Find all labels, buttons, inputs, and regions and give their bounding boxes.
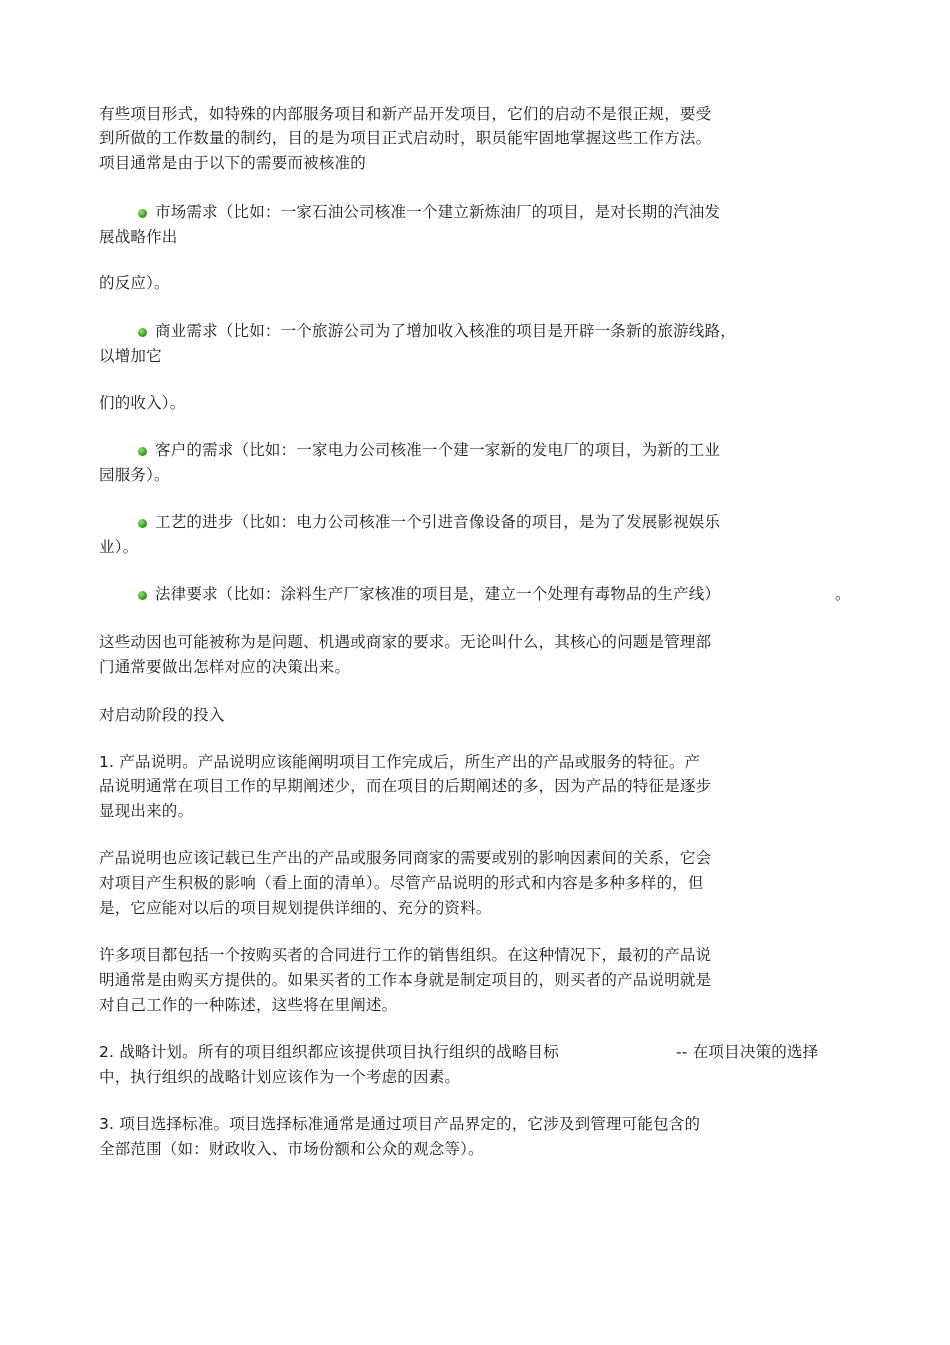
product-line-3: 是，它应能对以后的项目规划提供详细的、充分的资料。	[99, 899, 492, 917]
bullet-1-tail: 的反应）。	[99, 274, 170, 292]
item-3-line-2: 全部范围（如：财政收入、市场份额和公众的观念等）。	[99, 1140, 484, 1158]
bullet-4-line-2: 业）。	[99, 538, 139, 556]
motives-line-2: 门通常要做出怎样对应的决策出来。	[99, 658, 351, 676]
item-1-line-3: 显现出来的。	[99, 802, 194, 820]
buyers-line-1: 许多项目都包括一个按购买者的合同进行工作的销售组织。在这种情况下，最初的产品说	[99, 946, 712, 964]
intro-line-1: 有些项目形式，如特殊的内部服务项目和新产品开发项目，它们的启动不是很正规，要受	[99, 105, 712, 123]
bullet-2-tail: 们的收入）。	[99, 394, 186, 412]
bullet-3-line-2: 园服务）。	[99, 466, 170, 484]
intro-line-3: 项目通常是由于以下的需要而被核准的	[99, 154, 366, 172]
item-2-line-2: 中，执行组织的战略计划应该作为一个考虑的因素。	[99, 1068, 461, 1086]
green-bullet-icon	[138, 209, 147, 218]
bullet-1-line-2: 展战略作出	[99, 228, 178, 246]
bullet-4-line-1: 工艺的进步（比如：电力公司核准一个引进音像设备的项目，是为了发展影视娱乐	[155, 513, 721, 531]
item-3-line-1: 3. 项目选择标准。项目选择标准通常是通过项目产品界定的，它涉及到管理可能包含的	[99, 1115, 701, 1133]
bullet-1-line-1: 市场需求（比如：一家石油公司核准一个建立新炼油厂的项目，是对长期的汽油发	[155, 203, 721, 221]
green-bullet-icon	[138, 328, 147, 337]
product-line-2: 对项目产生积极的影响（看上面的清单）。尽管产品说明的形式和内容是多种多样的，但	[99, 874, 704, 892]
buyers-line-3: 对自己工作的一种陈述，这些将在里阐述。	[99, 996, 398, 1014]
item-1-line-1: 1. 产品说明。产品说明应该能阐明项目工作完成后，所生产出的产品或服务的特征。产	[99, 753, 701, 771]
bullet-3-line-1: 客户的需求（比如：一家电力公司核准一个建一家新的发电厂的项目，为新的工业	[155, 441, 721, 459]
green-bullet-icon	[138, 591, 147, 600]
bullet-2-line-1: 商业需求（比如：一个旅游公司为了增加收入核准的项目是开辟一条新的旅游线路，	[155, 322, 736, 340]
product-line-1: 产品说明也应该记载已生产出的产品或服务同商家的需要或别的影响因素间的关系，它会	[99, 849, 712, 867]
item-2-line-1-tail: -- 在项目决策的选择	[676, 1043, 819, 1061]
bullet-5-end-mark: 。	[835, 585, 851, 603]
bullet-5-line-1: 法律要求（比如：涂料生产厂家核准的项目是，建立一个处理有毒物品的生产线）	[155, 585, 721, 603]
green-bullet-icon	[138, 519, 147, 528]
bullet-2-line-2: 以增加它	[99, 347, 162, 365]
item-2-line-1: 2. 战略计划。所有的项目组织都应该提供项目执行组织的战略目标	[99, 1043, 559, 1061]
motives-line-1: 这些动因也可能被称为是问题、机遇或商家的要求。无论叫什么，其核心的问题是管理部	[99, 633, 712, 651]
green-bullet-icon	[138, 447, 147, 456]
buyers-line-2: 明通常是由购买方提供的。如果买者的工作本身就是制定项目的，则买者的产品说明就是	[99, 971, 712, 989]
intro-line-2: 到所做的工作数量的制约，目的是为项目正式启动时，职员能牢固地掌握这些工作方法。	[99, 129, 712, 147]
section-heading: 对启动阶段的投入	[99, 706, 225, 724]
item-1-line-2: 品说明通常在项目工作的早期阐述少，而在项目的后期阐述的多，因为产品的特征是逐步	[99, 777, 712, 795]
